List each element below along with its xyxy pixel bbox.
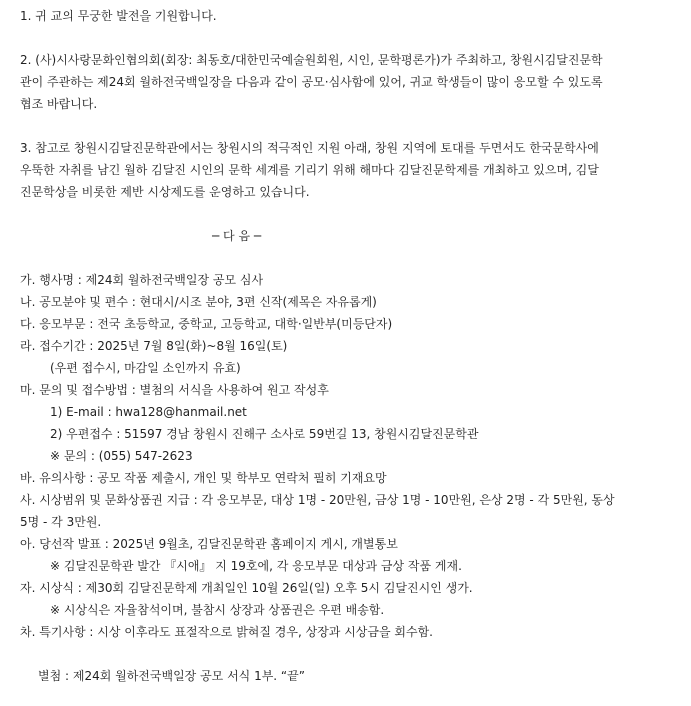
item-ma-post: 2) 우편접수 : 51597 경남 창원시 진해구 소사로 59번길 13, 창원시김달진문학관 <box>50 427 479 441</box>
item-ma: 마. 문의 및 접수방법 : 별첨의 서식을 사용하여 원고 작성후 <box>20 383 329 397</box>
item-a-note: ※ 김달진문학관 발간 『시애』 지 19호에, 각 응모부문 대상과 금상 작품 게재. <box>50 559 462 573</box>
item-ra: 라. 접수기간 : 2025년 7월 8일(화)~8월 16일(토) <box>20 339 288 353</box>
paragraph-3-line-1: 3. 참고로 창원시김달진문학관에서는 창원시의 적극적인 지원 아래, 창원 지역에 토대를 두면서도 한국문학사에 <box>20 141 599 155</box>
item-ma-email: 1) E-mail : hwa128@hanmail.net <box>50 405 247 419</box>
item-sa-line-1: 사. 시상범위 및 문화상품권 지급 : 각 응모부문, 대상 1명 - 20만원, 금상 1명 - 10만원, 은상 2명 - 각 5만원, 동상 <box>20 493 615 507</box>
item-ra-note: (우편 접수시, 마감일 소인까지 유효) <box>50 361 241 375</box>
paragraph-3-line-3: 진문학상을 비롯한 제반 시상제도를 운영하고 있습니다. <box>20 185 310 199</box>
item-ja-note: ※ 시상식은 자율참석이며, 불참시 상장과 상품권은 우편 배송함. <box>50 603 385 617</box>
paragraph-2-line-1: 2. (사)시사랑문화인협의회(회장: 최동호/대한민국예술원회원, 시인, 문학평론가)가 주최하고, 창원시김달진문학 <box>20 53 603 67</box>
center-heading: ─ 다 음 ─ <box>212 229 262 243</box>
item-ja: 자. 시상식 : 제30회 김달진문학제 개최일인 10월 26일(일) 오후 5시 김달진시인 생가. <box>20 581 473 595</box>
item-cha: 차. 특기사항 : 시상 이후라도 표절작으로 밝혀질 경우, 상장과 시상금을 회수함. <box>20 625 433 639</box>
item-ga: 가. 행사명 : 제24회 월하전국백일장 공모 심사 <box>20 273 264 287</box>
paragraph-1: 1. 귀 교의 무궁한 발전을 기원합니다. <box>20 9 217 23</box>
paragraph-3-line-2: 우뚝한 자취를 남긴 월하 김달진 시인의 문학 세계를 기리기 위해 해마다 김달진문학제를 개최하고 있으며, 김달 <box>20 163 599 177</box>
attachment-note: 별첨 : 제24회 월하전국백일장 공모 서식 1부. “끝” <box>38 669 305 683</box>
paragraph-2-line-2: 관이 주관하는 제24회 월하전국백일장을 다음과 같이 공모·심사함에 있어, 귀교 학생들이 많이 응모할 수 있도록 <box>20 75 603 89</box>
item-da: 다. 응모부문 : 전국 초등학교, 중학교, 고등학교, 대학·일반부(미등단자) <box>20 317 393 331</box>
item-a: 아. 당선작 발표 : 2025년 9월초, 김달진문학관 홈페이지 게시, 개별통보 <box>20 537 398 551</box>
paragraph-2-line-3: 협조 바랍니다. <box>20 97 98 111</box>
item-ba: 바. 유의사항 : 공모 작품 제출시, 개인 및 학부모 연락처 필히 기재요망 <box>20 471 387 485</box>
item-na: 나. 공모분야 및 편수 : 현대시/시조 분야, 3편 신작(제목은 자유롭게) <box>20 295 377 309</box>
item-ma-contact: ※ 문의 : (055) 547-2623 <box>50 449 193 463</box>
item-sa-line-2: 5명 - 각 3만원. <box>20 515 102 529</box>
